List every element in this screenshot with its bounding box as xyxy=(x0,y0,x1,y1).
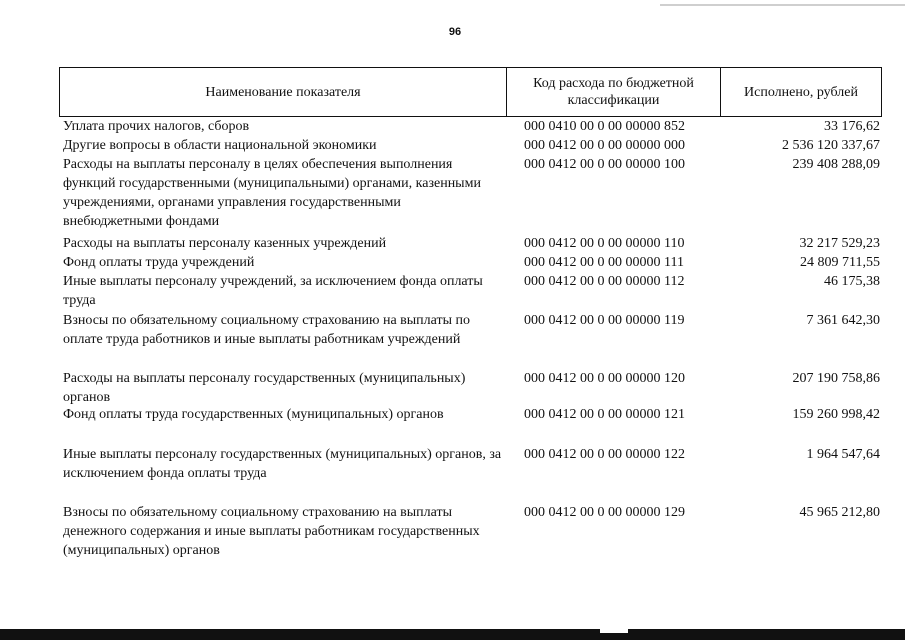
row-value: 1 964 547,64 xyxy=(806,447,880,462)
row-code: 000 0412 00 0 00 00000 129 xyxy=(524,505,685,520)
row-code: 000 0412 00 0 00 00000 122 xyxy=(524,447,685,462)
row-name: Расходы на выплаты персоналу казенных учреждений xyxy=(63,236,387,251)
row-code: 000 0412 00 0 00 00000 000 xyxy=(524,138,685,153)
page-number: 96 xyxy=(448,26,462,38)
row-value: 24 809 711,55 xyxy=(800,255,880,270)
row-name: Иные выплаты персоналу государственных (муниципальных) органов, за исключением фонда оплаты труда xyxy=(63,447,502,481)
row-name: Расходы на выплаты персоналу государственных (муниципальных) органов xyxy=(63,371,466,405)
header-executed: Исполнено, рублей xyxy=(744,84,858,100)
row-name: Фонд оплаты труда государственных (муниципальных) органов xyxy=(63,407,444,422)
row-code: 000 0412 00 0 00 00000 119 xyxy=(524,313,685,328)
row-code: 000 0412 00 0 00 00000 112 xyxy=(524,274,685,289)
row-name: Иные выплаты персоналу учреждений, за исключением фонда оплаты труда xyxy=(63,274,483,308)
row-code: 000 0412 00 0 00 00000 111 xyxy=(524,255,684,270)
row-code: 000 0412 00 0 00 00000 121 xyxy=(524,407,685,422)
bottom-edge-bar xyxy=(0,629,905,640)
bottom-edge-gap xyxy=(600,629,628,633)
row-value: 207 190 758,86 xyxy=(792,371,880,386)
row-code: 000 0412 00 0 00 00000 110 xyxy=(524,236,685,251)
row-name: Расходы на выплаты персоналу в целях обеспечения выполнения функций государственными (муниципальными) органами, казенными учреждениями, органами управления государственными внебюджетными фондами xyxy=(63,157,481,229)
row-value: 46 175,38 xyxy=(824,274,880,289)
header-name: Наименование показателя xyxy=(60,68,507,116)
row-value: 33 176,62 xyxy=(824,119,880,134)
row-value: 45 965 212,80 xyxy=(799,505,880,520)
row-value: 2 536 120 337,67 xyxy=(782,138,880,153)
row-name: Уплата прочих налогов, сборов xyxy=(63,119,250,134)
row-name: Другие вопросы в области национальной экономики xyxy=(63,138,377,153)
row-name: Фонд оплаты труда учреждений xyxy=(63,255,255,270)
row-name: Взносы по обязательному социальному страхованию на выплаты по оплате труда работников и иные выплаты работникам учреждений xyxy=(63,313,471,347)
row-name: Взносы по обязательному социальному страхованию на выплаты денежного содержания и иные выплаты работникам государственных (муниципальных) органов xyxy=(63,505,480,558)
row-value: 159 260 998,42 xyxy=(792,407,880,422)
row-code: 000 0412 00 0 00 00000 120 xyxy=(524,371,685,386)
row-code: 000 0412 00 0 00 00000 100 xyxy=(524,157,685,172)
row-value: 239 408 288,09 xyxy=(792,157,880,172)
row-code: 000 0410 00 0 00 00000 852 xyxy=(524,119,685,134)
row-value: 7 361 642,30 xyxy=(806,313,880,328)
header-code: Код расхода по бюджетной классификации xyxy=(507,68,721,116)
row-value: 32 217 529,23 xyxy=(799,236,880,251)
